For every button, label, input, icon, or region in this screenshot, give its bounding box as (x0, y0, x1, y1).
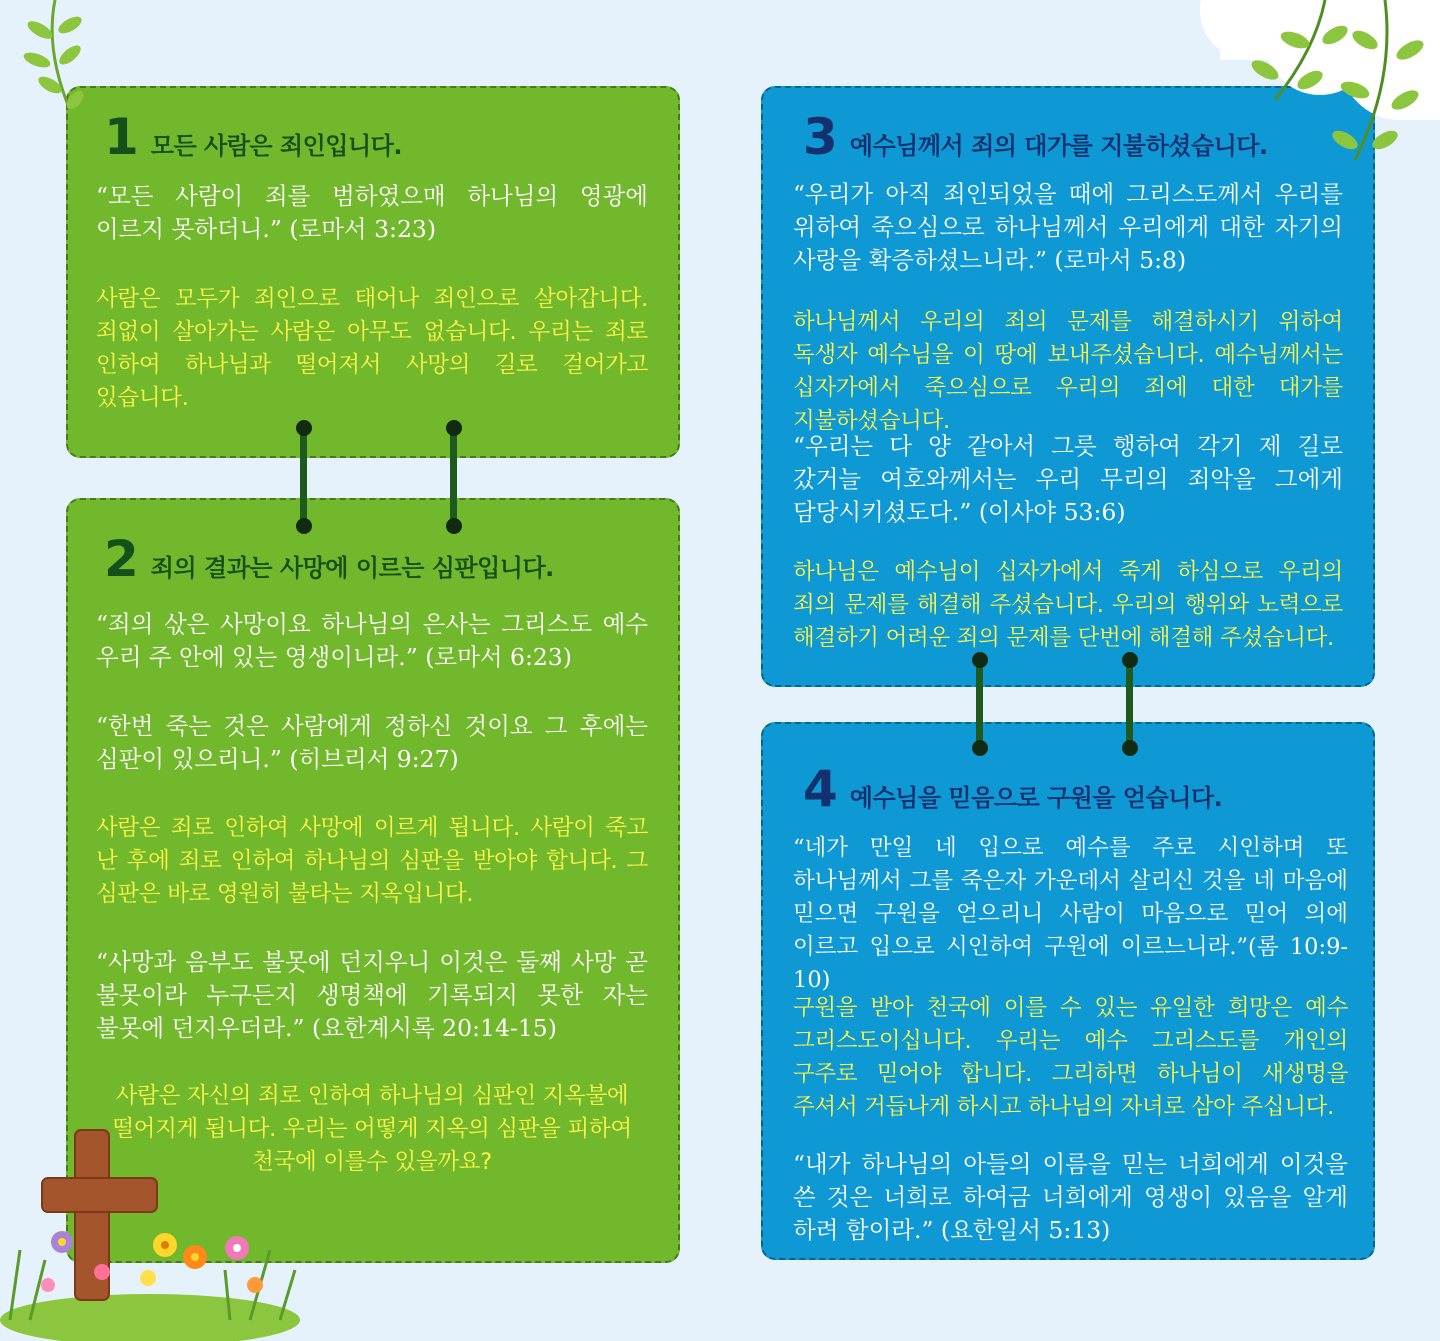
card-connector (976, 660, 983, 748)
step-number: 1 (104, 108, 139, 166)
bible-verse: “우리는 다 양 같아서 그릇 행하여 각기 제 길로 갔거늘 여호와께서는 우리 무리의 죄악을 그에게 담당시키셨도다.” (이사야 53:6) (793, 432, 1343, 526)
card-3 (761, 86, 1375, 687)
bible-verse: “죄의 삯은 사망이요 하나님의 은사는 그리스도 예수 우리 주 안에 있는 영생이니라.” (로마서 6:23) (96, 610, 648, 671)
bible-verse: “우리가 아직 죄인되었을 때에 그리스도께서 우리를 위하여 죽으심으로 하나님께서 우리에게 대한 자기의 사랑을 확증하셨느니라.” (로마서 5:8) (793, 180, 1343, 274)
connector-dot (972, 652, 988, 668)
connector-dot (1122, 740, 1138, 756)
step-number: 4 (803, 760, 838, 818)
leaf-vine-icon (1235, 0, 1440, 170)
connector-dot (1122, 652, 1138, 668)
step-number: 3 (803, 108, 838, 166)
card-connector (1126, 660, 1133, 748)
card-connector (300, 428, 307, 526)
explanation-text: 구원을 받아 천국에 이를 수 있는 유일한 희망은 예수 그리스도이십니다. 우리는 예수 그리스도를 개인의 구주로 믿어야 합니다. 그리하면 하나님이 새생명을 주셔서 거듭나게 하시고 하나님의 자녀로 삼아 주십니다. (793, 995, 1348, 1120)
step-title: 모든 사람은 죄인입니다. (150, 132, 402, 160)
explanation-text: 하나님은 예수님이 십자가에서 죽게 하심으로 우리의 죄의 문제를 해결해 주셨습니다. 우리의 행위와 노력으로 해결하기 어려운 죄의 문제를 단번에 해결해 주셨습니다. (793, 559, 1343, 651)
bible-verse: “한번 죽는 것은 사람에게 정하신 것이요 그 후에는 심판이 있으리니.” (히브리서 9:27) (96, 712, 648, 773)
card-1 (66, 86, 680, 458)
explanation-text: 하나님께서 우리의 죄의 문제를 해결하시기 위하여 독생자 예수님을 이 땅에 보내주셨습니다. 예수님께서는 십자가에서 죽으심으로 우리의 죄에 대한 대가를 지불하셨습니다. (793, 309, 1343, 434)
cross-flowers-icon (0, 1120, 310, 1341)
explanation-text: 사람은 모두가 죄인으로 태어나 죄인으로 살아갑니다. 죄없이 살아가는 사람은 아무도 없습니다. 우리는 죄로 인하여 하나님과 떨어져서 사망의 길로 걸어가고 있습니다. (96, 286, 648, 411)
leaf-vine-icon (15, 0, 85, 115)
connector-dot (972, 740, 988, 756)
bible-verse: “내가 하나님의 아들의 이름을 믿는 너희에게 이것을 쓴 것은 너희로 하여금 너희에게 영생이 있음을 알게 하려 함이라.” (요한일서 5:13) (793, 1150, 1348, 1244)
step-title: 예수님을 믿음으로 구원을 얻습니다. (849, 784, 1223, 812)
card-4 (761, 722, 1375, 1260)
connector-dot (296, 420, 312, 436)
step-number: 2 (104, 530, 139, 588)
bible-verse: “네가 만일 네 입으로 예수를 주로 시인하며 또 하나님께서 그를 죽은자 가운데서 살리신 것을 네 마음에 믿으면 구원을 얻으리니 사람이 마음으로 믿어 의에 이르고 입으로 시인하여 구원에 이르느니라.”(롬 10:9-10) (793, 835, 1348, 993)
step-title: 죄의 결과는 사망에 이르는 심판입니다. (150, 554, 554, 582)
explanation-text: 사람은 자신의 죄로 인하여 하나님의 심판인 지옥불에 떨어지게 됩니다. 우리는 어떻게 지옥의 심판을 피하여 천국에 이를수 있을까요? (112, 1083, 632, 1175)
step-title: 예수님께서 죄의 대가를 지불하셨습니다. (849, 132, 1268, 160)
connector-dot (446, 518, 462, 534)
card-connector (450, 428, 457, 526)
connector-dot (296, 518, 312, 534)
bible-verse: “모든 사람이 죄를 범하였으매 하나님의 영광에 이르지 못하더니.” (로마서 3:23) (96, 182, 648, 243)
bible-verse: “사망과 음부도 불못에 던지우니 이것은 둘째 사망 곧 불못이라 누구든지 생명책에 기록되지 못한 자는 불못에 던지우더라.” (요한계시록 20:14-15) (96, 948, 648, 1042)
connector-dot (446, 420, 462, 436)
explanation-text: 사람은 죄로 인하여 사망에 이르게 됩니다. 사람이 죽고 난 후에 죄로 인하여 하나님의 심판을 받아야 합니다. 그 심판은 바로 영원히 불타는 지옥입니다. (96, 815, 648, 907)
